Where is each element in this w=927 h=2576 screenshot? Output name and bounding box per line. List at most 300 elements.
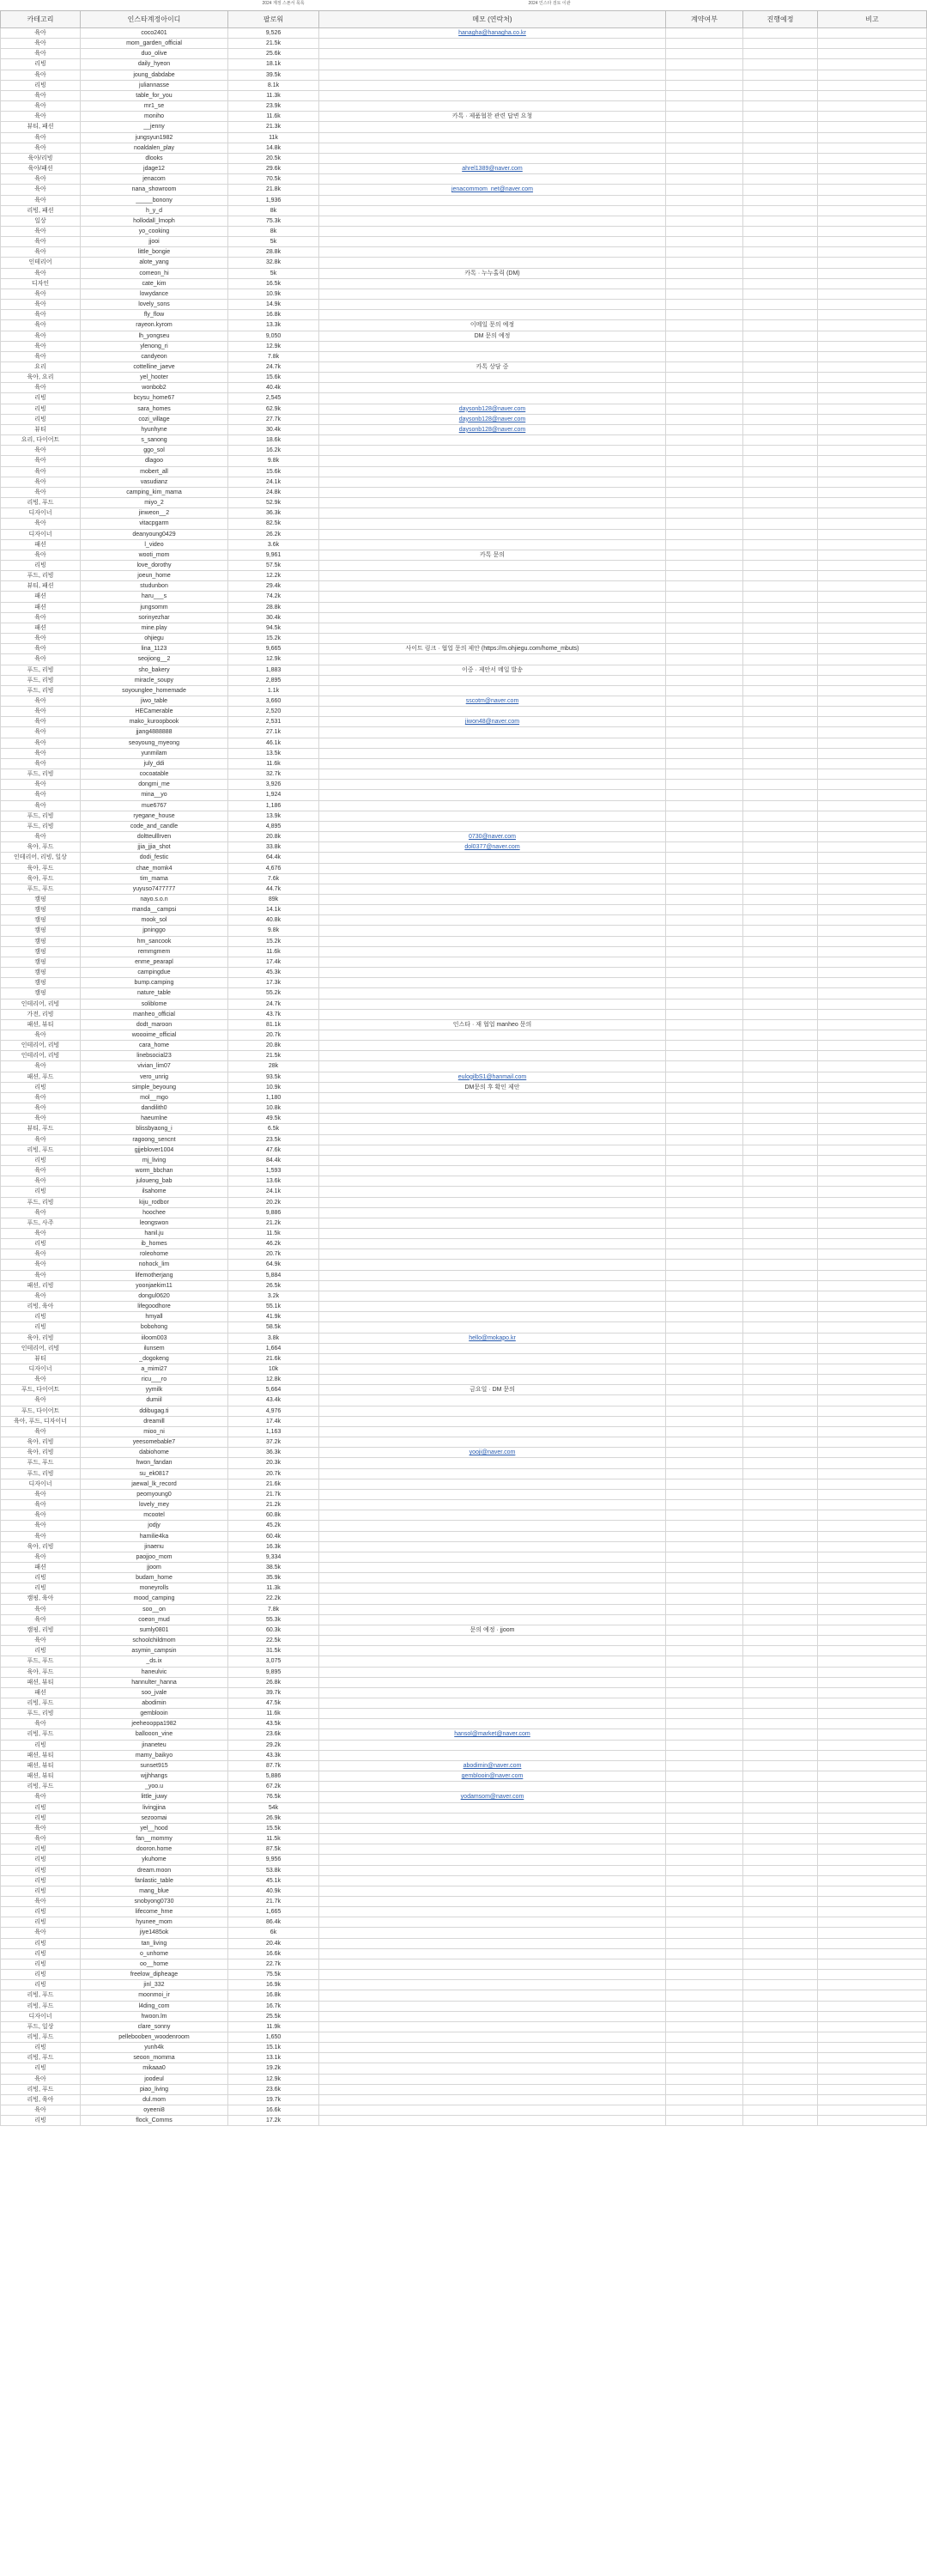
table-row[interactable] xyxy=(0,1344,927,1354)
cell-category[interactable]: 디자이너 xyxy=(0,530,81,540)
cell-account[interactable]: vivian_lim07 xyxy=(81,1061,228,1072)
cell-account[interactable]: snobyong0730 xyxy=(81,1897,228,1907)
cell-account[interactable]: mine.play xyxy=(81,623,228,634)
cell-remarks[interactable] xyxy=(818,1198,927,1208)
cell-planned[interactable] xyxy=(743,1437,818,1448)
cell-memo[interactable] xyxy=(319,2085,666,2095)
table-row[interactable] xyxy=(0,300,927,310)
cell-followers[interactable]: 13.6k xyxy=(228,1176,319,1187)
table-row[interactable] xyxy=(0,654,927,665)
cell-category[interactable]: 육아 xyxy=(0,247,81,258)
cell-category[interactable]: 캠핑, 육아 xyxy=(0,1594,81,1604)
table-row[interactable] xyxy=(0,884,927,895)
cell-memo[interactable] xyxy=(319,1709,666,1719)
cell-category[interactable]: 리빙 xyxy=(0,1907,81,1917)
cell-followers[interactable]: 11.6k xyxy=(228,112,319,122)
cell-followers[interactable]: 16.2k xyxy=(228,446,319,456)
cell-contract[interactable] xyxy=(666,28,743,39)
cell-memo[interactable] xyxy=(319,1814,666,1824)
cell-memo[interactable] xyxy=(319,1698,666,1709)
cell-contract[interactable] xyxy=(666,1814,743,1824)
cell-remarks[interactable] xyxy=(818,28,927,39)
cell-contract[interactable] xyxy=(666,91,743,101)
table-row[interactable] xyxy=(0,1145,927,1156)
table-row[interactable] xyxy=(0,1698,927,1709)
cell-memo[interactable] xyxy=(319,279,666,289)
cell-planned[interactable] xyxy=(743,456,818,466)
cell-contract[interactable] xyxy=(666,310,743,320)
cell-memo[interactable] xyxy=(319,373,666,383)
table-row[interactable] xyxy=(0,1709,927,1719)
table-row[interactable] xyxy=(0,2053,927,2063)
cell-category[interactable]: 육아 xyxy=(0,749,81,759)
cell-category[interactable]: 패션, 푸드 xyxy=(0,1072,81,1083)
cell-memo[interactable] xyxy=(319,1218,666,1229)
cell-planned[interactable] xyxy=(743,154,818,164)
cell-memo[interactable] xyxy=(319,467,666,477)
cell-followers[interactable]: 37.2k xyxy=(228,1437,319,1448)
cell-followers[interactable]: 1,924 xyxy=(228,790,319,800)
cell-category[interactable]: 디자이너 xyxy=(0,1364,81,1375)
cell-category[interactable]: 캠핑 xyxy=(0,937,81,947)
table-row[interactable] xyxy=(0,1625,927,1636)
cell-contract[interactable] xyxy=(666,1980,743,1990)
table-row[interactable] xyxy=(0,895,927,905)
cell-account[interactable]: dooron.home xyxy=(81,1844,228,1855)
cell-remarks[interactable] xyxy=(818,581,927,592)
cell-followers[interactable]: 6.5k xyxy=(228,1124,319,1134)
cell-followers[interactable]: 67.2k xyxy=(228,1782,319,1792)
table-row[interactable] xyxy=(0,154,927,164)
cell-followers[interactable]: 46.2k xyxy=(228,1239,319,1249)
cell-category[interactable]: 패션, 리빙 xyxy=(0,1281,81,1291)
cell-memo[interactable] xyxy=(319,1552,666,1563)
table-row[interactable] xyxy=(0,1844,927,1855)
cell-contract[interactable] xyxy=(666,749,743,759)
cell-remarks[interactable] xyxy=(818,1051,927,1061)
cell-remarks[interactable] xyxy=(818,456,927,466)
cell-memo[interactable]: DM 문의 예정 xyxy=(319,331,666,342)
cell-account[interactable]: roleohome xyxy=(81,1249,228,1260)
table-row[interactable] xyxy=(0,780,927,790)
cell-category[interactable]: 육아, 리빙 xyxy=(0,1437,81,1448)
cell-planned[interactable] xyxy=(743,1876,818,1886)
table-row[interactable] xyxy=(0,1521,927,1531)
cell-followers[interactable]: 9,526 xyxy=(228,28,319,39)
cell-account[interactable]: mue6767 xyxy=(81,801,228,811)
cell-remarks[interactable] xyxy=(818,1469,927,1479)
cell-contract[interactable] xyxy=(666,300,743,310)
cell-memo[interactable] xyxy=(319,676,666,686)
cell-memo[interactable]: DM문의 후 확인 제안 xyxy=(319,1083,666,1093)
cell-contract[interactable] xyxy=(666,676,743,686)
cell-planned[interactable] xyxy=(743,561,818,571)
cell-planned[interactable] xyxy=(743,623,818,634)
cell-planned[interactable] xyxy=(743,59,818,70)
cell-memo[interactable] xyxy=(319,1573,666,1583)
cell-planned[interactable] xyxy=(743,122,818,132)
cell-contract[interactable] xyxy=(666,237,743,247)
cell-category[interactable]: 육아 xyxy=(0,1427,81,1437)
cell-account[interactable]: little_bongie xyxy=(81,247,228,258)
table-row[interactable] xyxy=(0,279,927,289)
cell-followers[interactable]: 10.9k xyxy=(228,1083,319,1093)
cell-planned[interactable] xyxy=(743,1897,818,1907)
cell-planned[interactable] xyxy=(743,164,818,174)
table-row[interactable] xyxy=(0,634,927,644)
cell-category[interactable]: 육아 xyxy=(0,1897,81,1907)
cell-memo[interactable] xyxy=(319,289,666,300)
cell-remarks[interactable] xyxy=(818,1583,927,1594)
cell-account[interactable]: jiye1485ok xyxy=(81,1928,228,1938)
cell-remarks[interactable] xyxy=(818,1417,927,1427)
cell-account[interactable]: livingjina xyxy=(81,1803,228,1814)
cell-contract[interactable] xyxy=(666,905,743,915)
cell-category[interactable]: 육아 xyxy=(0,342,81,352)
cell-contract[interactable] xyxy=(666,686,743,696)
cell-contract[interactable] xyxy=(666,1897,743,1907)
cell-contract[interactable] xyxy=(666,467,743,477)
cell-account[interactable]: paojjoo_mom xyxy=(81,1552,228,1563)
cell-account[interactable]: mj_living xyxy=(81,1156,228,1166)
table-row[interactable] xyxy=(0,623,927,634)
cell-followers[interactable]: 29.2k xyxy=(228,1741,319,1751)
cell-category[interactable]: 육아 xyxy=(0,613,81,623)
cell-followers[interactable]: 15.6k xyxy=(228,467,319,477)
cell-followers[interactable]: 23.6k xyxy=(228,2085,319,2095)
table-row[interactable] xyxy=(0,550,927,561)
cell-category[interactable]: 인테리어 xyxy=(0,258,81,268)
cell-planned[interactable] xyxy=(743,1364,818,1375)
cell-contract[interactable] xyxy=(666,1792,743,1802)
cell-category[interactable]: 패션, 뷰티 xyxy=(0,1678,81,1688)
table-row[interactable] xyxy=(0,968,927,978)
cell-category[interactable]: 디자인 xyxy=(0,279,81,289)
cell-followers[interactable]: 15.2k xyxy=(228,634,319,644)
cell-account[interactable]: mako_kuroopbook xyxy=(81,717,228,727)
cell-category[interactable]: 리빙, 육아 xyxy=(0,2095,81,2105)
cell-account[interactable]: lovely_sons xyxy=(81,300,228,310)
cell-memo[interactable] xyxy=(319,1521,666,1531)
table-row[interactable] xyxy=(0,1427,927,1437)
cell-followers[interactable]: 26.9k xyxy=(228,1814,319,1824)
cell-memo[interactable] xyxy=(319,1741,666,1751)
cell-followers[interactable]: 9,956 xyxy=(228,1855,319,1865)
cell-followers[interactable]: 52.9k xyxy=(228,498,319,508)
cell-remarks[interactable] xyxy=(818,1719,927,1729)
cell-contract[interactable] xyxy=(666,456,743,466)
cell-planned[interactable] xyxy=(743,603,818,613)
cell-planned[interactable] xyxy=(743,978,818,988)
table-row[interactable] xyxy=(0,331,927,342)
cell-contract[interactable] xyxy=(666,571,743,581)
cell-memo[interactable] xyxy=(319,1198,666,1208)
cell-category[interactable]: 디자이너 xyxy=(0,508,81,519)
cell-remarks[interactable] xyxy=(818,937,927,947)
cell-account[interactable]: ykuhome xyxy=(81,1855,228,1865)
cell-remarks[interactable] xyxy=(818,1834,927,1844)
table-row[interactable] xyxy=(0,519,927,529)
cell-remarks[interactable] xyxy=(818,1521,927,1531)
cell-followers[interactable]: 16.9k xyxy=(228,1980,319,1990)
table-row[interactable] xyxy=(0,28,927,39)
cell-account[interactable]: schoolchildmom xyxy=(81,1636,228,1646)
table-row[interactable] xyxy=(0,122,927,132)
cell-followers[interactable]: 43.7k xyxy=(228,1010,319,1020)
cell-category[interactable]: 푸드, 리빙 xyxy=(0,811,81,822)
cell-remarks[interactable] xyxy=(818,1656,927,1667)
cell-planned[interactable] xyxy=(743,174,818,185)
cell-remarks[interactable] xyxy=(818,530,927,540)
table-row[interactable] xyxy=(0,1907,927,1917)
cell-followers[interactable]: 11k xyxy=(228,133,319,143)
cell-followers[interactable]: 64.4k xyxy=(228,853,319,863)
table-row[interactable] xyxy=(0,164,927,174)
cell-followers[interactable]: 7.8k xyxy=(228,1605,319,1615)
cell-category[interactable]: 캠핑 xyxy=(0,926,81,936)
table-row[interactable] xyxy=(0,1688,927,1698)
table-row[interactable] xyxy=(0,1990,927,2001)
cell-followers[interactable]: 12.2k xyxy=(228,571,319,581)
table-row[interactable] xyxy=(0,310,927,320)
cell-category[interactable]: 리빙 xyxy=(0,404,81,415)
cell-category[interactable]: 리빙, 푸드 xyxy=(0,498,81,508)
table-row[interactable] xyxy=(0,174,927,185)
cell-remarks[interactable] xyxy=(818,477,927,488)
cell-planned[interactable] xyxy=(743,968,818,978)
table-row[interactable] xyxy=(0,1897,927,1907)
table-row[interactable] xyxy=(0,247,927,258)
cell-contract[interactable] xyxy=(666,1114,743,1124)
cell-memo[interactable] xyxy=(319,1395,666,1406)
cell-account[interactable]: _ds.ix xyxy=(81,1656,228,1667)
cell-followers[interactable]: 23.6k xyxy=(228,1729,319,1740)
cell-planned[interactable] xyxy=(743,1176,818,1187)
cell-account[interactable]: mobert_all xyxy=(81,467,228,477)
cell-memo[interactable] xyxy=(319,1010,666,1020)
table-row[interactable] xyxy=(0,1302,927,1312)
cell-account[interactable]: fan__mommy xyxy=(81,1834,228,1844)
cell-followers[interactable]: 41.9k xyxy=(228,1312,319,1322)
cell-remarks[interactable] xyxy=(818,2043,927,2053)
cell-followers[interactable]: 49.5k xyxy=(228,1114,319,1124)
cell-memo[interactable] xyxy=(319,581,666,592)
table-row[interactable] xyxy=(0,1490,927,1500)
cell-category[interactable]: 육아 xyxy=(0,654,81,665)
cell-category[interactable]: 푸드, 사주 xyxy=(0,1218,81,1229)
cell-remarks[interactable] xyxy=(818,1678,927,1688)
table-row[interactable] xyxy=(0,905,927,915)
cell-planned[interactable] xyxy=(743,665,818,676)
cell-planned[interactable] xyxy=(743,1291,818,1302)
cell-remarks[interactable] xyxy=(818,1792,927,1802)
cell-contract[interactable] xyxy=(666,1302,743,1312)
cell-remarks[interactable] xyxy=(818,1803,927,1814)
cell-planned[interactable] xyxy=(743,780,818,790)
table-row[interactable] xyxy=(0,727,927,738)
cell-remarks[interactable] xyxy=(818,822,927,832)
cell-followers[interactable]: 45.3k xyxy=(228,968,319,978)
cell-planned[interactable] xyxy=(743,811,818,822)
cell-account[interactable]: coco2401 xyxy=(81,28,228,39)
table-row[interactable] xyxy=(0,320,927,331)
cell-account[interactable]: doltteulllrven xyxy=(81,832,228,842)
cell-memo[interactable] xyxy=(319,1208,666,1218)
cell-remarks[interactable] xyxy=(818,1020,927,1030)
cell-followers[interactable]: 45.1k xyxy=(228,1876,319,1886)
cell-planned[interactable] xyxy=(743,644,818,654)
cell-contract[interactable] xyxy=(666,1761,743,1771)
cell-memo[interactable] xyxy=(319,508,666,519)
table-row[interactable] xyxy=(0,1970,927,1980)
cell-followers[interactable]: 26.5k xyxy=(228,1281,319,1291)
cell-memo[interactable] xyxy=(319,1656,666,1667)
cell-account[interactable]: h_y_d xyxy=(81,206,228,216)
cell-remarks[interactable] xyxy=(818,446,927,456)
cell-planned[interactable] xyxy=(743,1907,818,1917)
cell-followers[interactable]: 9,886 xyxy=(228,1208,319,1218)
table-row[interactable] xyxy=(0,1385,927,1395)
cell-followers[interactable]: 43.5k xyxy=(228,1719,319,1729)
cell-contract[interactable] xyxy=(666,216,743,227)
cell-account[interactable]: ilsahome xyxy=(81,1187,228,1197)
cell-planned[interactable] xyxy=(743,383,818,393)
cell-account[interactable]: gemblooin xyxy=(81,1709,228,1719)
cell-followers[interactable]: 20.4k xyxy=(228,1939,319,1949)
cell-account[interactable]: mr1_se xyxy=(81,101,228,112)
cell-followers[interactable]: 39.7k xyxy=(228,1688,319,1698)
cell-contract[interactable] xyxy=(666,623,743,634)
cell-account[interactable]: l4ding_com xyxy=(81,2002,228,2012)
cell-memo[interactable] xyxy=(319,1417,666,1427)
cell-account[interactable]: mamy_baikyo xyxy=(81,1751,228,1761)
cell-planned[interactable] xyxy=(743,2022,818,2032)
table-row[interactable] xyxy=(0,1114,927,1124)
cell-memo[interactable] xyxy=(319,1876,666,1886)
cell-planned[interactable] xyxy=(743,727,818,738)
cell-category[interactable]: 푸드, 리빙 xyxy=(0,686,81,696)
cell-category[interactable]: 육아 xyxy=(0,28,81,39)
cell-planned[interactable] xyxy=(743,1510,818,1521)
cell-contract[interactable] xyxy=(666,968,743,978)
cell-planned[interactable] xyxy=(743,1156,818,1166)
cell-account[interactable]: little_juwy xyxy=(81,1792,228,1802)
cell-remarks[interactable] xyxy=(818,738,927,749)
cell-account[interactable]: yel__hood xyxy=(81,1824,228,1834)
cell-account[interactable]: iiloom003 xyxy=(81,1334,228,1344)
cell-account[interactable]: hwon_fandan xyxy=(81,1458,228,1468)
cell-remarks[interactable] xyxy=(818,1668,927,1678)
cell-planned[interactable] xyxy=(743,1344,818,1354)
cell-followers[interactable]: 11.3k xyxy=(228,1583,319,1594)
cell-remarks[interactable] xyxy=(818,2053,927,2063)
cell-contract[interactable] xyxy=(666,415,743,425)
cell-planned[interactable] xyxy=(743,686,818,696)
cell-memo[interactable] xyxy=(319,70,666,81)
cell-remarks[interactable] xyxy=(818,404,927,415)
cell-account[interactable]: woooime_official xyxy=(81,1030,228,1041)
cell-remarks[interactable] xyxy=(818,811,927,822)
cell-planned[interactable] xyxy=(743,1406,818,1417)
cell-memo[interactable] xyxy=(319,1959,666,1970)
cell-followers[interactable]: 2,520 xyxy=(228,707,319,717)
table-row[interactable] xyxy=(0,915,927,926)
cell-contract[interactable] xyxy=(666,1417,743,1427)
cell-account[interactable]: yo_cooking xyxy=(81,227,228,237)
cell-category[interactable]: 캠핑 xyxy=(0,988,81,999)
cell-memo[interactable] xyxy=(319,561,666,571)
cell-contract[interactable] xyxy=(666,1646,743,1656)
cell-category[interactable]: 푸드, 다이어트 xyxy=(0,1385,81,1395)
cell-category[interactable]: 육아 xyxy=(0,738,81,749)
table-row[interactable] xyxy=(0,101,927,112)
cell-remarks[interactable] xyxy=(818,1229,927,1239)
cell-memo[interactable]: eulogilbS1@hanmail.com xyxy=(319,1072,666,1083)
table-row[interactable] xyxy=(0,581,927,592)
cell-remarks[interactable] xyxy=(818,488,927,498)
cell-contract[interactable] xyxy=(666,1395,743,1406)
cell-planned[interactable] xyxy=(743,1636,818,1646)
cell-remarks[interactable] xyxy=(818,727,927,738)
cell-remarks[interactable] xyxy=(818,393,927,404)
cell-followers[interactable]: 11.9k xyxy=(228,2022,319,2032)
cell-memo[interactable] xyxy=(319,759,666,769)
cell-planned[interactable] xyxy=(743,832,818,842)
cell-account[interactable]: a_mimi27 xyxy=(81,1364,228,1375)
cell-planned[interactable] xyxy=(743,1124,818,1134)
cell-remarks[interactable] xyxy=(818,717,927,727)
cell-memo[interactable] xyxy=(319,342,666,352)
cell-category[interactable]: 뷰티, 패션 xyxy=(0,581,81,592)
cell-followers[interactable]: 24.7k xyxy=(228,999,319,1010)
cell-memo[interactable]: hello@mokapo.kr xyxy=(319,1334,666,1344)
cell-account[interactable]: dlooks xyxy=(81,154,228,164)
cell-planned[interactable] xyxy=(743,801,818,811)
cell-planned[interactable] xyxy=(743,498,818,508)
cell-contract[interactable] xyxy=(666,342,743,352)
cell-followers[interactable]: 24.1k xyxy=(228,1187,319,1197)
cell-followers[interactable]: 1,650 xyxy=(228,2032,319,2043)
cell-category[interactable]: 디자이너 xyxy=(0,2012,81,2022)
cell-account[interactable]: hollodall_lmoph xyxy=(81,216,228,227)
cell-contract[interactable] xyxy=(666,1020,743,1030)
cell-planned[interactable] xyxy=(743,49,818,59)
cell-remarks[interactable] xyxy=(818,1334,927,1344)
cell-contract[interactable] xyxy=(666,1271,743,1281)
cell-contract[interactable] xyxy=(666,425,743,435)
cell-remarks[interactable] xyxy=(818,644,927,654)
cell-memo[interactable] xyxy=(319,1030,666,1041)
cell-account[interactable]: tan_living xyxy=(81,1939,228,1949)
cell-account[interactable]: hmyall xyxy=(81,1312,228,1322)
cell-contract[interactable] xyxy=(666,717,743,727)
cell-memo[interactable] xyxy=(319,1719,666,1729)
cell-planned[interactable] xyxy=(743,1229,818,1239)
table-row[interactable] xyxy=(0,342,927,352)
cell-memo[interactable] xyxy=(319,1886,666,1897)
cell-memo[interactable] xyxy=(319,2032,666,2043)
table-row[interactable] xyxy=(0,1030,927,1041)
table-row[interactable] xyxy=(0,393,927,404)
cell-account[interactable]: jaewal_lk_record xyxy=(81,1479,228,1490)
cell-followers[interactable]: 11.6k xyxy=(228,947,319,957)
cell-category[interactable]: 육아 xyxy=(0,1824,81,1834)
table-row[interactable] xyxy=(0,1375,927,1385)
cell-memo[interactable] xyxy=(319,1688,666,1698)
cell-contract[interactable] xyxy=(666,1668,743,1678)
cell-memo[interactable] xyxy=(319,2002,666,2012)
cell-memo[interactable] xyxy=(319,1103,666,1114)
